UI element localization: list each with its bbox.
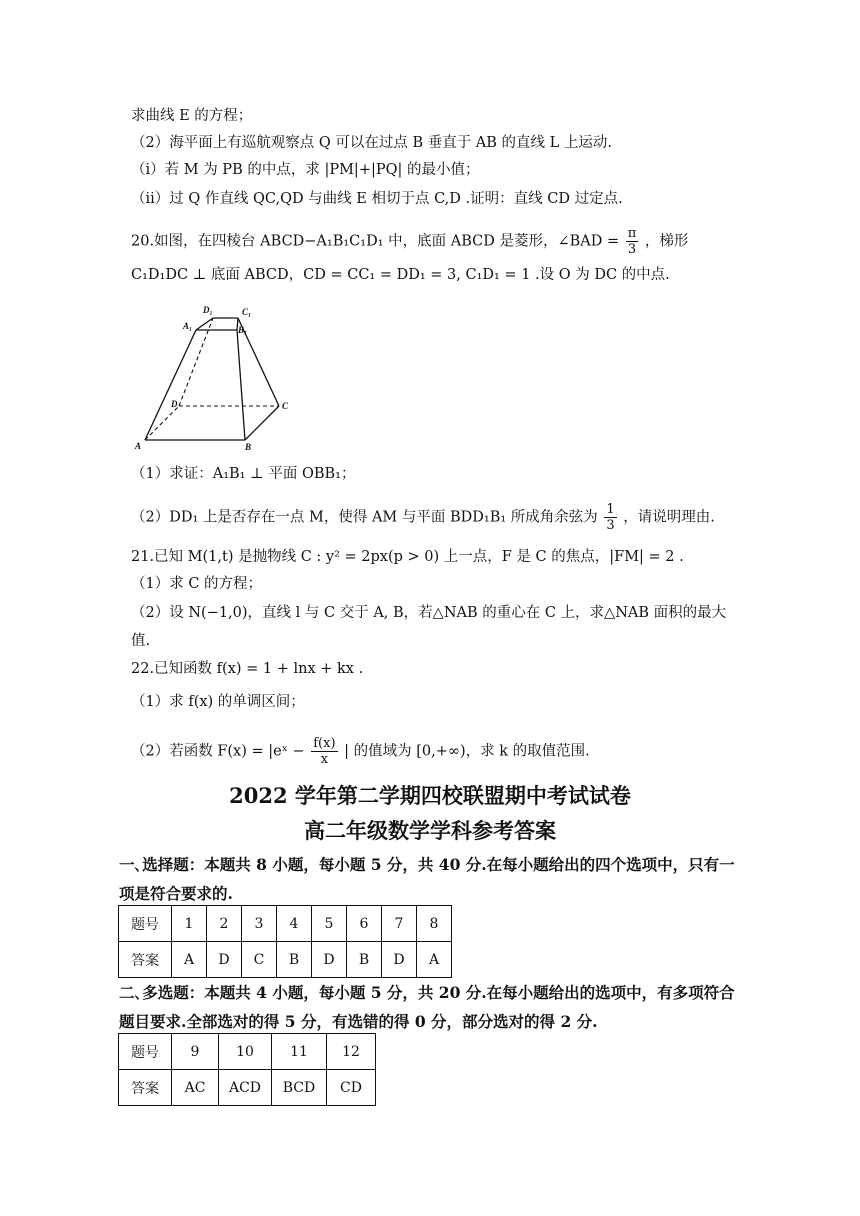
table-cell: C: [242, 942, 277, 978]
table-cell: 12: [327, 1034, 376, 1070]
table-cell: 4: [277, 906, 312, 942]
label-B: B: [245, 442, 252, 452]
q20-cos-fraction: [604, 502, 616, 533]
label-A: A: [135, 441, 142, 451]
q22-line-1: 22.已知函数 f(x) = 1 + lnx + kx .: [131, 661, 364, 677]
label-B1: B₁: [238, 325, 248, 335]
label-D: D: [171, 399, 178, 409]
q20-line-1-tail: ，梯形: [644, 233, 689, 250]
q20-part-2-text: （2）DD₁ 上是否存在一点 M，使得 AM 与平面 BDD₁B₁ 所成角余弦为: [131, 509, 598, 526]
q20-part-2: [131, 502, 860, 533]
q21-line-4: 值.: [131, 633, 151, 649]
section-1-heading: 一､选择题：本题共 8 小题，每小题 5 分，共 40 分.在每小题给出的四个选项中，只有一项是符合要求的.: [119, 855, 735, 903]
table-cell: 7: [382, 906, 417, 942]
table-cell: CD: [327, 1070, 376, 1106]
table-cell: AC: [172, 1070, 219, 1106]
edge-AA1: [145, 330, 196, 440]
q19-line-2: （2）海平面上有巡航观察点 Q 可以在过点 B 垂直于 AB 的直线 L 上运动.: [131, 135, 613, 151]
q22-line-3: [131, 736, 860, 767]
table-cell: 6: [347, 906, 382, 942]
table-row: [119, 1034, 376, 1070]
q22-fraction: [311, 736, 337, 767]
q20-angle-denominator: 3: [627, 242, 637, 257]
table-cell: 3: [242, 906, 277, 942]
table-cell: BCD: [272, 1070, 327, 1106]
q19-line-3: （i）若 M 为 PB 的中点，求 |PM|+|PQ| 的最小值；: [131, 162, 480, 178]
table-cell-label: 题号: [119, 906, 172, 942]
table-cell: A: [417, 942, 452, 978]
edge-BC: [245, 406, 279, 440]
q20-part-2-tail: ，请说明理由.: [623, 509, 715, 526]
table-cell: D: [312, 942, 347, 978]
table-cell: 11: [272, 1034, 327, 1070]
q20-angle-numerator: π: [627, 226, 637, 241]
table-cell: 8: [417, 906, 452, 942]
answer-key-title: 2022 学年第二学期四校联盟期中考试试卷: [229, 783, 631, 808]
table-cell: A: [172, 942, 207, 978]
label-C1: C₁: [242, 307, 252, 317]
table-cell: D: [382, 942, 417, 978]
table-cell: 5: [312, 906, 347, 942]
q19-line-1: 求曲线 E 的方程；: [131, 108, 253, 124]
q19-line-4: （ii）过 Q 作直线 QC,QD 与曲线 E 相切于点 C,D .证明：直线 CD 过定点.: [131, 191, 623, 207]
edge-BB1: [237, 330, 245, 440]
q22-line-3-tail: | 的值域为 [0,+∞)，求 k 的取值范围.: [344, 743, 590, 760]
q21-line-1: 21.已知 M(1,t) 是抛物线 C : y² = 2px(p > 0) 上一点，F 是 C 的焦点，|FM| = 2 .: [131, 549, 684, 565]
table-cell: 2: [207, 906, 242, 942]
section-2-heading: 二､多选题：本题共 4 小题，每小题 5 分，共 20 分.在每小题给出的选项中，有多项符合题目要求.全部选对的得 5 分，有选错的得 0 分，部分选对的得 2 分.: [119, 983, 735, 1031]
table-cell: 9: [172, 1034, 219, 1070]
table-cell: 1: [172, 906, 207, 942]
frustum-figure: [133, 300, 303, 452]
table-cell: B: [347, 942, 382, 978]
q20-angle-fraction: [626, 226, 639, 257]
q20-line-1: [131, 226, 860, 257]
table-cell-label: 答案: [119, 942, 172, 978]
label-A1: A₁: [183, 321, 193, 331]
table-row: [119, 942, 452, 978]
q20-line-1-text: 20.如图，在四棱台 ABCD−A₁B₁C₁D₁ 中，底面 ABCD 是菱形，∠BAD =: [131, 233, 620, 250]
q20-line-2: C₁D₁DC ⊥ 底面 ABCD，CD = CC₁ = DD₁ = 3, C₁D₁ = 1 .设 O 为 DC 的中点.: [131, 267, 670, 283]
q22-line-3-text: （2）若函数 F(x) = |eˣ −: [131, 743, 305, 760]
label-D1: D₁: [203, 305, 213, 315]
q20-cos-numerator: 1: [606, 502, 615, 517]
answer-key-subtitle: 高二年级数学学科参考答案: [304, 818, 556, 843]
table-cell: B: [277, 942, 312, 978]
table-cell: 10: [219, 1034, 272, 1070]
label-C: C: [282, 401, 289, 411]
table-cell-label: 答案: [119, 1070, 172, 1106]
table-row: [119, 1070, 376, 1106]
q20-part-1: （1）求证：A₁B₁ ⊥ 平面 OBB₁；: [131, 466, 356, 482]
answer-table-1: [118, 905, 452, 978]
q21-line-3: （2）设 N(−1,0)，直线 l 与 C 交于 A, B，若△NAB 的重心在 C 上，求△NAB 面积的最大: [131, 605, 727, 621]
table-cell: D: [207, 942, 242, 978]
table-row: [119, 906, 452, 942]
table-cell: ACD: [219, 1070, 272, 1106]
q22-numerator: f(x): [313, 736, 336, 751]
q22-denominator: x: [320, 752, 329, 767]
q20-cos-denominator: 3: [606, 518, 615, 533]
table-cell-label: 题号: [119, 1034, 172, 1070]
answer-table-2: [118, 1033, 376, 1106]
edge-AD-hidden: [145, 406, 179, 440]
q21-line-2: （1）求 C 的方程；: [131, 576, 263, 592]
q22-line-2: （1）求 f(x) 的单调区间；: [131, 694, 305, 710]
